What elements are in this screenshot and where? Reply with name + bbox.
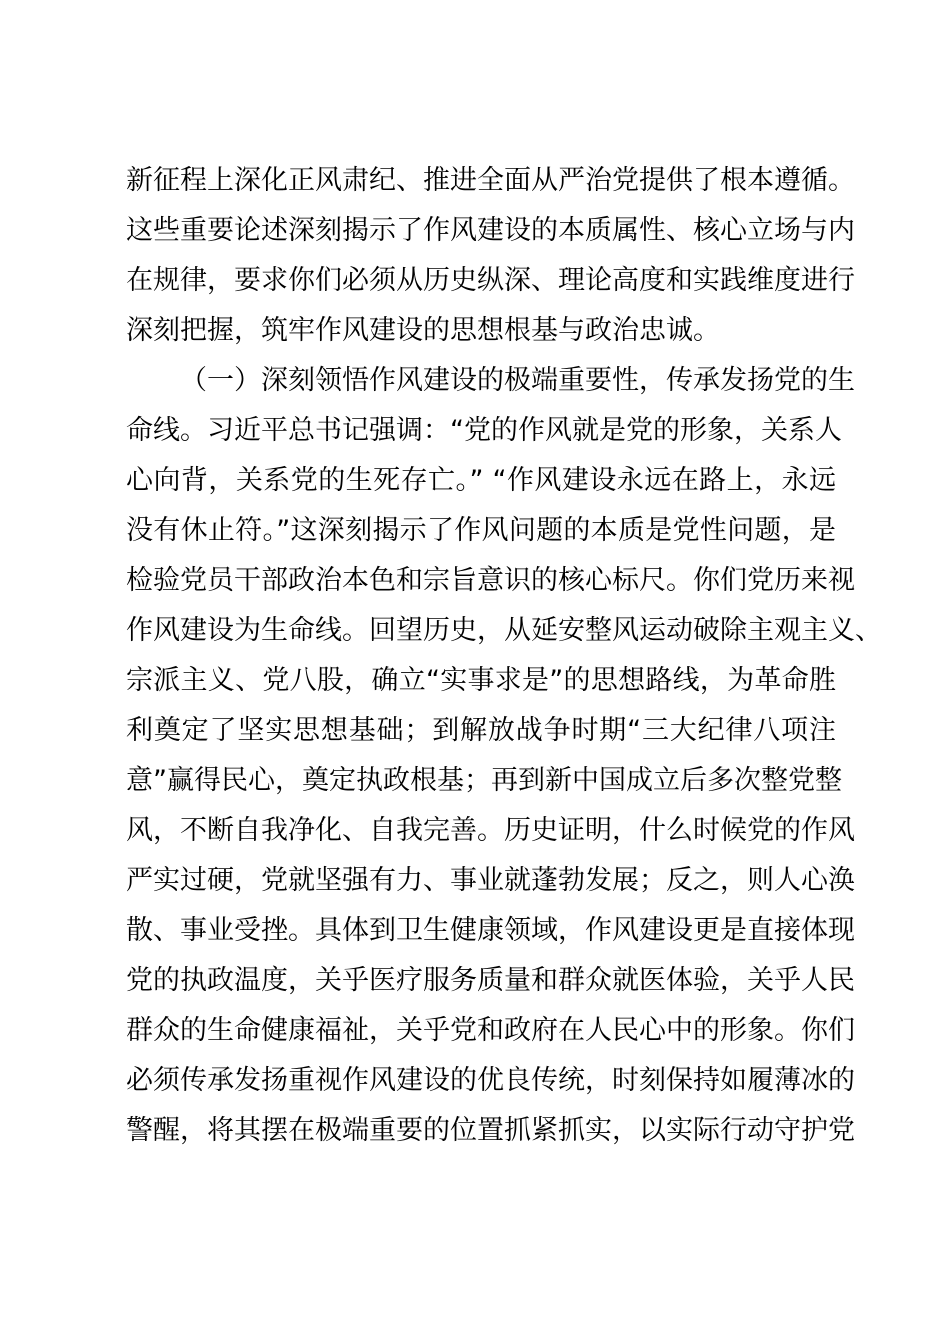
text-line: 群众的生命健康福祉，关乎党和政府在人民心中的形象。你们 [126,1015,855,1046]
section-heading-line: （一）深刻领悟作风建设的极端重要性，传承发扬党的生 [180,365,855,396]
paragraph-intro [126,156,855,356]
text-line: 新征程上深化正风肃纪、推进全面从严治党提供了根本遵循。 [126,165,855,196]
text-line: 作风建设为生命线。回望历史，从延安整风运动破除主观主义、 [126,615,882,646]
text-line: 检验党员干部政治本色和宗旨意识的核心标尺。你们党历来视 [126,565,855,596]
paragraph-section-1 [126,356,882,1156]
text-line: 没有休止符。”这深刻揭示了作风问题的本质是党性问题，是 [126,515,836,546]
text-line: 党的执政温度，关乎医疗服务质量和群众就医体验，关乎人民 [126,965,855,996]
text-line: 散、事业受挫。具体到卫生健康领域，作风建设更是直接体现 [126,915,855,946]
text-line: 这些重要论述深刻揭示了作风建设的本质属性、核心立场与内 [126,215,855,246]
text-line: 风，不断自我净化、自我完善。历史证明，什么时候党的作风 [126,815,855,846]
text-line: 心向背，关系党的生死存亡。” “作风建设永远在路上，永远 [126,465,836,496]
text-line: 严实过硬，党就坚强有力、事业就蓬勃发展；反之，则人心涣 [126,865,855,896]
text-line: 意”赢得民心，奠定执政根基；再到新中国成立后多次整党整 [126,765,842,796]
text-line: 深刻把握，筑牢作风建设的思想根基与政治忠诚。 [126,315,720,346]
text-line: 警醒，将其摆在极端重要的位置抓紧抓实，以实际行动守护党 [126,1115,855,1146]
document-body [126,156,882,1156]
text-line: 命线。习近平总书记强调：“党的作风就是党的形象，关系人 [126,415,842,446]
text-line: 必须传承发扬重视作风建设的优良传统，时刻保持如履薄冰的 [126,1065,855,1096]
text-line: 宗派主义、党八股，确立“实事求是”的思想路线，为革命胜 [126,665,836,696]
text-line: 在规律，要求你们必须从历史纵深、理论高度和实践维度进行 [126,265,855,296]
text-line: 利奠定了坚实思想基础；到解放战争时期“三大纪律八项注 [126,715,836,746]
